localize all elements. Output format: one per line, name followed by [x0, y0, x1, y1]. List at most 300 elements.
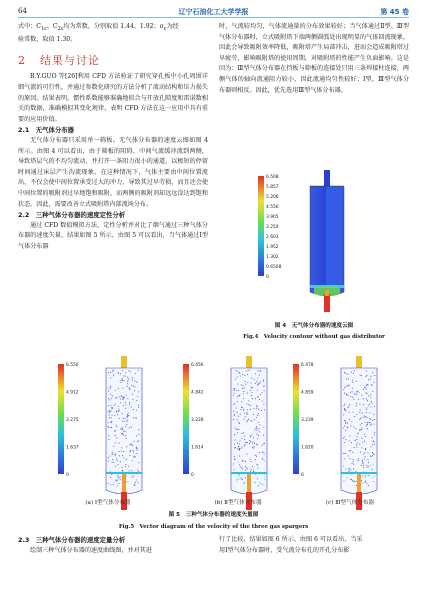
- velocity-vector: [252, 392, 253, 393]
- velocity-vector: [137, 469, 138, 470]
- paragraph-fig6-2: 用Ⅰ型气体分布器时，受气流分布孔的开孔分布影: [219, 546, 350, 554]
- velocity-vector: [121, 396, 122, 397]
- velocity-vector: [356, 485, 357, 486]
- right-column: [219, 22, 409, 96]
- velocity-vector: [251, 378, 252, 379]
- velocity-vector: [108, 372, 109, 373]
- velocity-vector: [257, 385, 258, 386]
- volume-label: 第 45 卷: [380, 8, 409, 16]
- velocity-vector: [113, 405, 114, 406]
- velocity-vector: [353, 373, 354, 374]
- velocity-vector: [264, 460, 265, 461]
- left-column: [18, 22, 208, 253]
- fig5-caption-text: 图 5 三种气体分布器的速度矢量图: [168, 512, 259, 518]
- velocity-vector: [136, 409, 137, 410]
- velocity-vector: [349, 468, 350, 469]
- velocity-vector: [109, 410, 110, 411]
- velocity-vector: [132, 379, 133, 380]
- velocity-vector: [117, 460, 118, 461]
- velocity-vector: [234, 428, 235, 429]
- velocity-vector: [234, 456, 235, 457]
- velocity-vector: [366, 465, 367, 466]
- velocity-vector: [138, 482, 139, 483]
- velocity-vector: [238, 462, 239, 463]
- velocity-vector: [343, 414, 344, 415]
- velocity-vector: [125, 435, 126, 436]
- colorbar-tick-label: 1.637: [66, 445, 79, 451]
- velocity-vector: [238, 422, 239, 423]
- velocity-vector: [365, 416, 366, 417]
- colorbar-tick-label: 1.620: [301, 445, 314, 451]
- velocity-vector: [344, 458, 345, 459]
- velocity-vector: [366, 371, 367, 372]
- colorbar-tick-label: 3.254: [266, 225, 279, 230]
- velocity-vector: [354, 481, 355, 482]
- velocity-vector: [136, 447, 137, 448]
- velocity-vector: [345, 430, 346, 431]
- velocity-vector: [370, 419, 371, 420]
- velocity-vector: [233, 419, 234, 420]
- velocity-vector: [117, 464, 118, 465]
- velocity-vector: [257, 390, 258, 391]
- velocity-vector: [239, 450, 240, 451]
- figure-5-vectors: [18, 354, 409, 514]
- velocity-vector: [136, 450, 137, 451]
- velocity-vector: [356, 436, 357, 437]
- velocity-vector: [259, 399, 260, 400]
- velocity-vector: [361, 480, 362, 481]
- velocity-vector: [108, 461, 109, 462]
- velocity-vector: [115, 435, 116, 436]
- velocity-vector: [239, 440, 240, 441]
- velocity-vector: [371, 384, 372, 385]
- velocity-vector: [367, 467, 368, 468]
- velocity-vector: [358, 399, 359, 400]
- velocity-vector: [258, 377, 259, 378]
- velocity-vector: [244, 375, 245, 376]
- velocity-vector: [352, 463, 353, 464]
- velocity-vector: [123, 405, 124, 406]
- velocity-vector: [349, 440, 350, 441]
- velocity-vector: [124, 418, 125, 419]
- velocity-vector: [368, 379, 369, 380]
- velocity-vector: [254, 419, 255, 420]
- section-title: 结果与讨论: [40, 54, 100, 68]
- velocity-vector: [343, 405, 344, 406]
- velocity-vector: [355, 428, 356, 429]
- velocity-vector: [120, 461, 121, 462]
- velocity-vector: [124, 421, 125, 422]
- velocity-vector: [242, 460, 243, 461]
- velocity-vector: [126, 459, 127, 460]
- velocity-vector: [121, 467, 122, 468]
- velocity-vector: [345, 373, 346, 374]
- velocity-vector: [263, 386, 264, 387]
- velocity-vector: [113, 484, 114, 485]
- velocity-vector: [241, 467, 242, 468]
- velocity-vector: [356, 405, 357, 406]
- velocity-vector: [366, 417, 367, 418]
- velocity-vector: [109, 455, 110, 456]
- velocity-vector: [373, 481, 374, 482]
- velocity-vector: [368, 405, 369, 406]
- velocity-vector: [258, 384, 259, 385]
- sieve-plate: [106, 472, 142, 474]
- velocity-vector: [365, 436, 366, 437]
- intro-line-2: 验常数，取值 1.30。: [18, 35, 77, 43]
- velocity-vector: [133, 385, 134, 386]
- velocity-vector: [256, 456, 257, 457]
- velocity-vector: [127, 383, 128, 384]
- velocity-vector: [109, 415, 110, 416]
- velocity-vector: [356, 381, 357, 382]
- velocity-vector: [243, 409, 244, 410]
- velocity-vector: [352, 380, 353, 381]
- header-rule: [18, 17, 409, 18]
- velocity-vector: [354, 416, 355, 417]
- velocity-vector: [365, 481, 366, 482]
- velocity-vector: [367, 422, 368, 423]
- velocity-vector: [118, 443, 119, 444]
- vector-panel-a: [58, 356, 142, 510]
- velocity-vector: [245, 470, 246, 471]
- velocity-vector: [117, 414, 118, 415]
- velocity-vector: [123, 375, 124, 376]
- velocity-vector: [352, 452, 353, 453]
- velocity-vector: [251, 434, 252, 435]
- velocity-vector: [352, 480, 353, 481]
- velocity-vector: [112, 395, 113, 396]
- velocity-vector: [362, 482, 363, 483]
- velocity-vector: [110, 421, 111, 422]
- velocity-vector: [264, 443, 265, 444]
- velocity-vector: [352, 411, 353, 412]
- velocity-vector: [256, 417, 257, 418]
- velocity-vector: [365, 376, 366, 377]
- velocity-vector: [344, 404, 345, 405]
- velocity-vector: [138, 440, 139, 441]
- velocity-vector: [243, 432, 244, 433]
- section-heading: [18, 54, 208, 68]
- velocity-vector: [119, 410, 120, 411]
- paragraph-fig6-1: 行了比较，结果如图 6 所示。由图 6 可以看出，当采: [219, 536, 363, 543]
- velocity-vector: [361, 395, 362, 396]
- velocity-vector: [110, 372, 111, 373]
- velocity-vector: [254, 443, 255, 444]
- velocity-vector: [253, 414, 254, 415]
- velocity-vector: [358, 459, 359, 460]
- velocity-vector: [252, 398, 253, 399]
- velocity-vector: [370, 425, 371, 426]
- velocity-vector: [237, 371, 238, 372]
- velocity-vector: [239, 394, 240, 395]
- velocity-vector: [139, 434, 140, 435]
- velocity-vector: [250, 405, 251, 406]
- velocity-vector: [372, 420, 373, 421]
- velocity-vector: [112, 452, 113, 453]
- velocity-vector: [131, 460, 132, 461]
- velocity-vector: [371, 401, 372, 402]
- velocity-vector: [109, 412, 110, 413]
- velocity-vector: [239, 464, 240, 465]
- velocity-vector: [349, 435, 350, 436]
- velocity-vector: [247, 420, 248, 421]
- velocity-vector: [370, 406, 371, 407]
- velocity-vector: [138, 429, 139, 430]
- colorbar-tick-label: 4.842: [191, 390, 204, 396]
- velocity-vector: [236, 412, 237, 413]
- velocity-vector: [247, 469, 248, 470]
- velocity-vector: [347, 427, 348, 428]
- velocity-vector: [108, 387, 109, 388]
- velocity-vector: [259, 452, 260, 453]
- velocity-vector: [362, 413, 363, 414]
- velocity-vector: [246, 370, 247, 371]
- velocity-vector: [136, 479, 137, 480]
- velocity-vector: [132, 394, 133, 395]
- velocity-vector: [245, 461, 246, 462]
- velocity-vector: [258, 485, 259, 486]
- velocity-vector: [367, 459, 368, 460]
- velocity-vector: [347, 385, 348, 386]
- velocity-vector: [345, 421, 346, 422]
- velocity-vector: [258, 429, 259, 430]
- velocity-vector: [110, 377, 111, 378]
- velocity-vector: [353, 481, 354, 482]
- colorbar-tick-label: 3.228: [191, 418, 204, 423]
- colorbar-tick-label: 4.912: [66, 390, 79, 396]
- velocity-vector: [361, 465, 362, 466]
- velocity-vector: [118, 477, 119, 478]
- velocity-vector: [114, 454, 115, 455]
- velocity-vector: [117, 485, 118, 486]
- velocity-vector: [117, 475, 118, 476]
- velocity-vector: [259, 424, 260, 425]
- velocity-vector: [349, 470, 350, 471]
- velocity-vector: [240, 414, 241, 415]
- velocity-vector: [350, 479, 351, 480]
- velocity-vector: [116, 480, 117, 481]
- velocity-vector: [346, 479, 347, 480]
- velocity-vector: [236, 478, 237, 479]
- velocity-vector: [346, 394, 347, 395]
- velocity-vector: [258, 435, 259, 436]
- velocity-vector: [348, 378, 349, 379]
- velocity-vector: [366, 392, 367, 393]
- figure-4-contour: [258, 168, 378, 318]
- velocity-vector: [373, 414, 374, 415]
- fig4-caption-text: 图 4 无气体分布器的速度云图: [274, 323, 354, 329]
- velocity-vector: [242, 374, 243, 375]
- velocity-vector: [343, 438, 344, 439]
- velocity-vector: [110, 388, 111, 389]
- velocity-vector: [372, 385, 373, 386]
- velocity-vector: [362, 475, 363, 476]
- velocity-vector: [118, 388, 119, 389]
- velocity-vector: [237, 383, 238, 384]
- velocity-vector: [239, 449, 240, 450]
- velocity-vector: [245, 384, 246, 385]
- velocity-vector: [115, 480, 116, 481]
- velocity-vector: [233, 411, 234, 412]
- velocity-vector: [360, 418, 361, 419]
- velocity-vector: [120, 479, 121, 480]
- velocity-vector: [368, 462, 369, 463]
- velocity-vector: [356, 391, 357, 392]
- velocity-vector: [246, 454, 247, 455]
- velocity-vector: [251, 387, 252, 388]
- velocity-vector: [237, 479, 238, 480]
- velocity-vector: [135, 417, 136, 418]
- velocity-vector: [255, 373, 256, 374]
- velocity-vector: [236, 389, 237, 390]
- velocity-vector: [111, 398, 112, 399]
- velocity-vector: [128, 415, 129, 416]
- velocity-vector: [107, 426, 108, 427]
- velocity-vector: [118, 418, 119, 419]
- velocity-vector: [135, 457, 136, 458]
- velocity-vector: [262, 452, 263, 453]
- velocity-vector: [366, 399, 367, 400]
- velocity-vector: [359, 404, 360, 405]
- velocity-vector: [348, 455, 349, 456]
- velocity-vector: [129, 451, 130, 452]
- velocity-vector: [129, 444, 130, 445]
- velocity-vector: [361, 438, 362, 439]
- velocity-vector: [255, 398, 256, 399]
- velocity-vector: [261, 410, 262, 411]
- colorbar-tick-label: 5.206: [266, 195, 279, 200]
- velocity-vector: [115, 430, 116, 431]
- velocity-vector: [247, 374, 248, 375]
- velocity-vector: [364, 434, 365, 435]
- velocity-vector: [360, 375, 361, 376]
- velocity-vector: [364, 422, 365, 423]
- velocity-vector: [351, 372, 352, 373]
- velocity-vector: [373, 424, 374, 425]
- velocity-vector: [236, 428, 237, 429]
- velocity-vector: [361, 375, 362, 376]
- velocity-vector: [368, 395, 369, 396]
- velocity-vector: [237, 377, 238, 378]
- velocity-vector: [135, 482, 136, 483]
- colorbar-tick-label: 4.859: [301, 390, 314, 396]
- colorbar-tick-label: 1.302: [266, 255, 279, 260]
- velocity-vector: [133, 417, 134, 418]
- velocity-vector: [237, 432, 238, 433]
- velocity-vector: [123, 397, 124, 398]
- velocity-vector: [237, 419, 238, 420]
- velocity-vector: [108, 411, 109, 412]
- velocity-vector: [260, 483, 261, 484]
- velocity-vector: [264, 385, 265, 386]
- velocity-vector: [250, 436, 251, 437]
- velocity-vector: [252, 466, 253, 467]
- velocity-vector: [343, 453, 344, 454]
- velocity-vector: [118, 408, 119, 409]
- velocity-vector: [359, 419, 360, 420]
- velocity-vector: [131, 407, 132, 408]
- velocity-vector: [241, 384, 242, 385]
- velocity-vector: [134, 390, 135, 391]
- velocity-vector: [137, 441, 138, 442]
- inlet-jet: [122, 474, 126, 492]
- velocity-vector: [114, 431, 115, 432]
- velocity-vector: [123, 451, 124, 452]
- velocity-vector: [257, 444, 258, 445]
- tower-body: [310, 186, 344, 296]
- velocity-vector: [254, 408, 255, 409]
- velocity-vector: [344, 442, 345, 443]
- velocity-vector: [242, 388, 243, 389]
- velocity-vector: [132, 399, 133, 400]
- velocity-vector: [351, 421, 352, 422]
- velocity-vector: [132, 377, 133, 378]
- velocity-vector: [132, 477, 133, 478]
- velocity-vector: [368, 475, 369, 476]
- velocity-vector: [234, 469, 235, 470]
- velocity-vector: [245, 466, 246, 467]
- velocity-vector: [136, 382, 137, 383]
- velocity-vector: [110, 394, 111, 395]
- inlet-jet: [357, 474, 361, 492]
- velocity-vector: [245, 381, 246, 382]
- velocity-vector: [125, 402, 126, 403]
- velocity-vector: [356, 403, 357, 404]
- velocity-vector: [363, 389, 364, 390]
- paragraph-qualitative: 通过 CFD 数值模拟方法，定性分析并对比了烟气通过三种气体分布器的速度矢量，结果如图 5 所示。由图 5 可以看出，当气体通过Ⅰ型气体分布器: [18, 221, 208, 250]
- velocity-vector: [373, 454, 374, 455]
- velocity-vector: [135, 373, 136, 374]
- velocity-vector: [357, 460, 358, 461]
- velocity-vector: [122, 378, 123, 379]
- velocity-vector: [369, 422, 370, 423]
- velocity-vector: [116, 437, 117, 438]
- velocity-vector: [349, 450, 350, 451]
- velocity-vector: [247, 382, 248, 383]
- velocity-vector: [127, 415, 128, 416]
- velocity-vector: [351, 479, 352, 480]
- velocity-vector: [239, 455, 240, 456]
- velocity-vector: [127, 377, 128, 378]
- velocity-vector: [238, 446, 239, 447]
- velocity-vector: [367, 384, 368, 385]
- velocity-vector: [242, 479, 243, 480]
- velocity-vector: [345, 469, 346, 470]
- velocity-vector: [362, 442, 363, 443]
- colorbar-tick-label: 1.952: [266, 245, 279, 250]
- velocity-vector: [110, 410, 111, 411]
- velocity-vector: [247, 393, 248, 394]
- outlet-pipe: [356, 356, 362, 368]
- intro-text-2: 、C: [46, 23, 58, 30]
- velocity-vector: [128, 412, 129, 413]
- intro-text-1: 式中：C: [18, 23, 41, 30]
- velocity-vector: [352, 382, 353, 383]
- velocity-vector: [262, 392, 263, 393]
- velocity-vector: [374, 406, 375, 407]
- velocity-vector: [255, 455, 256, 456]
- velocity-vector: [131, 385, 132, 386]
- velocity-vector: [120, 373, 121, 374]
- velocity-vector: [344, 408, 345, 409]
- velocity-vector: [258, 413, 259, 414]
- velocity-vector: [246, 414, 247, 415]
- velocity-vector: [262, 400, 263, 401]
- velocity-vector: [126, 394, 127, 395]
- velocity-vector: [137, 396, 138, 397]
- velocity-vector: [126, 481, 127, 482]
